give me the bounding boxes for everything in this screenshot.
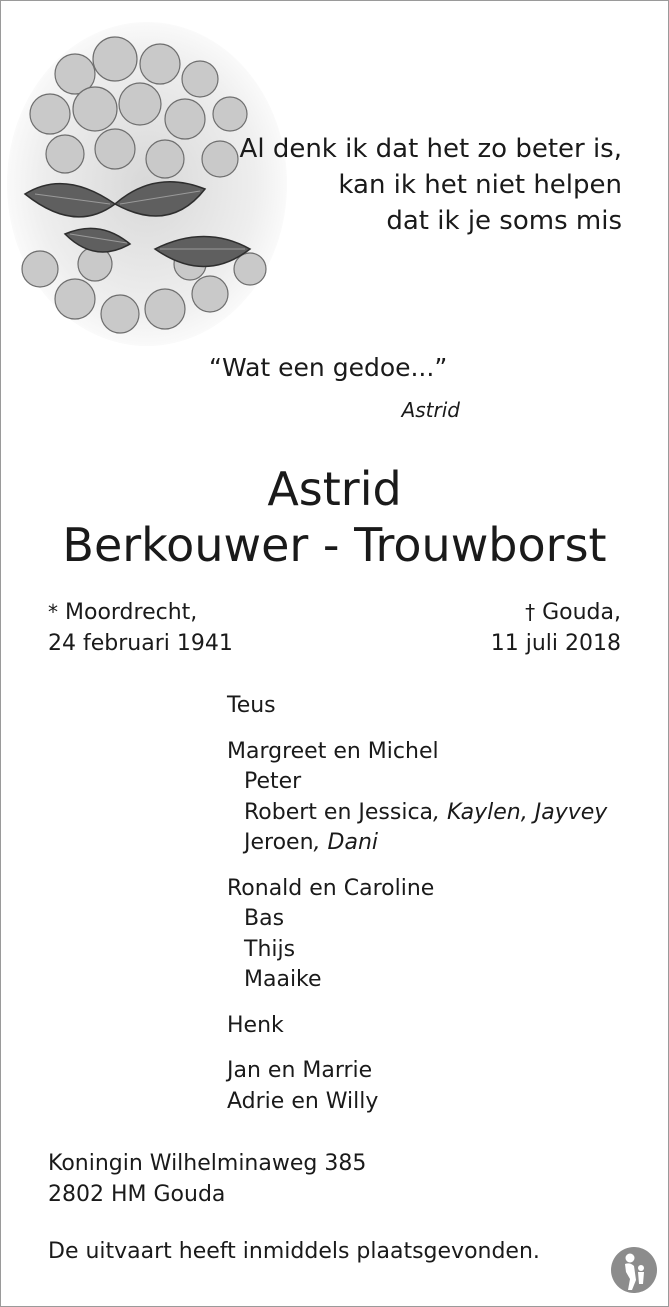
poem-line: dat ik je soms mis (386, 206, 622, 236)
family-member: Teus (227, 693, 276, 718)
death-place: Gouda, (542, 600, 621, 625)
family-member: Adrie en Willy (227, 1088, 379, 1114)
memorial-logo-icon (610, 1246, 658, 1294)
family-member: Margreet en Michel (227, 738, 439, 764)
death-date: 11 juli 2018 (490, 631, 621, 656)
family-member: Jan en Marrie (227, 1058, 373, 1083)
grandchild: Thijs (244, 936, 296, 962)
grandchild-name: Robert en Jessica (244, 799, 434, 825)
poem-line: Al denk ik dat het zo beter is, (239, 134, 622, 164)
family-group (227, 1011, 607, 1042)
death-info (491, 597, 621, 659)
grandchild (227, 798, 607, 829)
grandchild: Bas (244, 906, 285, 931)
address-street: Koningin Wilhelminaweg 385 (48, 1151, 367, 1176)
family-member: Henk (227, 1012, 284, 1038)
poem-line: kan ik het niet helpen (338, 170, 622, 200)
quote-text: “Wat een gedoe...” (209, 353, 448, 382)
quote-author: Astrid (401, 398, 460, 422)
poem (240, 131, 622, 239)
birth-place: Moordrecht, (65, 600, 198, 625)
address (48, 1149, 366, 1210)
family-group (227, 737, 607, 859)
great-grandchildren: , Dani (313, 830, 378, 855)
birth-info (48, 597, 233, 659)
family-group (227, 691, 607, 722)
birth-date: 24 februari 1941 (48, 631, 233, 656)
family-group (227, 874, 607, 996)
grandchild-name: Jeroen (244, 830, 314, 855)
family-group (227, 1056, 607, 1117)
grandchild: Maaike (244, 967, 322, 992)
death-symbol: † (525, 600, 536, 624)
deceased-first-name: Astrid (267, 462, 402, 516)
deceased-full-name: Berkouwer - Trouwborst (62, 518, 607, 572)
family-list (227, 691, 607, 1132)
birth-symbol: * (48, 600, 58, 624)
grandchild: Peter (244, 769, 302, 794)
great-grandchildren: , Kaylen, Jayvey (433, 799, 608, 825)
address-city: 2802 HM Gouda (48, 1181, 226, 1207)
funeral-notice: De uitvaart heeft inmiddels plaatsgevonden. (48, 1239, 540, 1264)
grandchild (227, 828, 607, 859)
family-member: Ronald en Caroline (227, 875, 435, 901)
